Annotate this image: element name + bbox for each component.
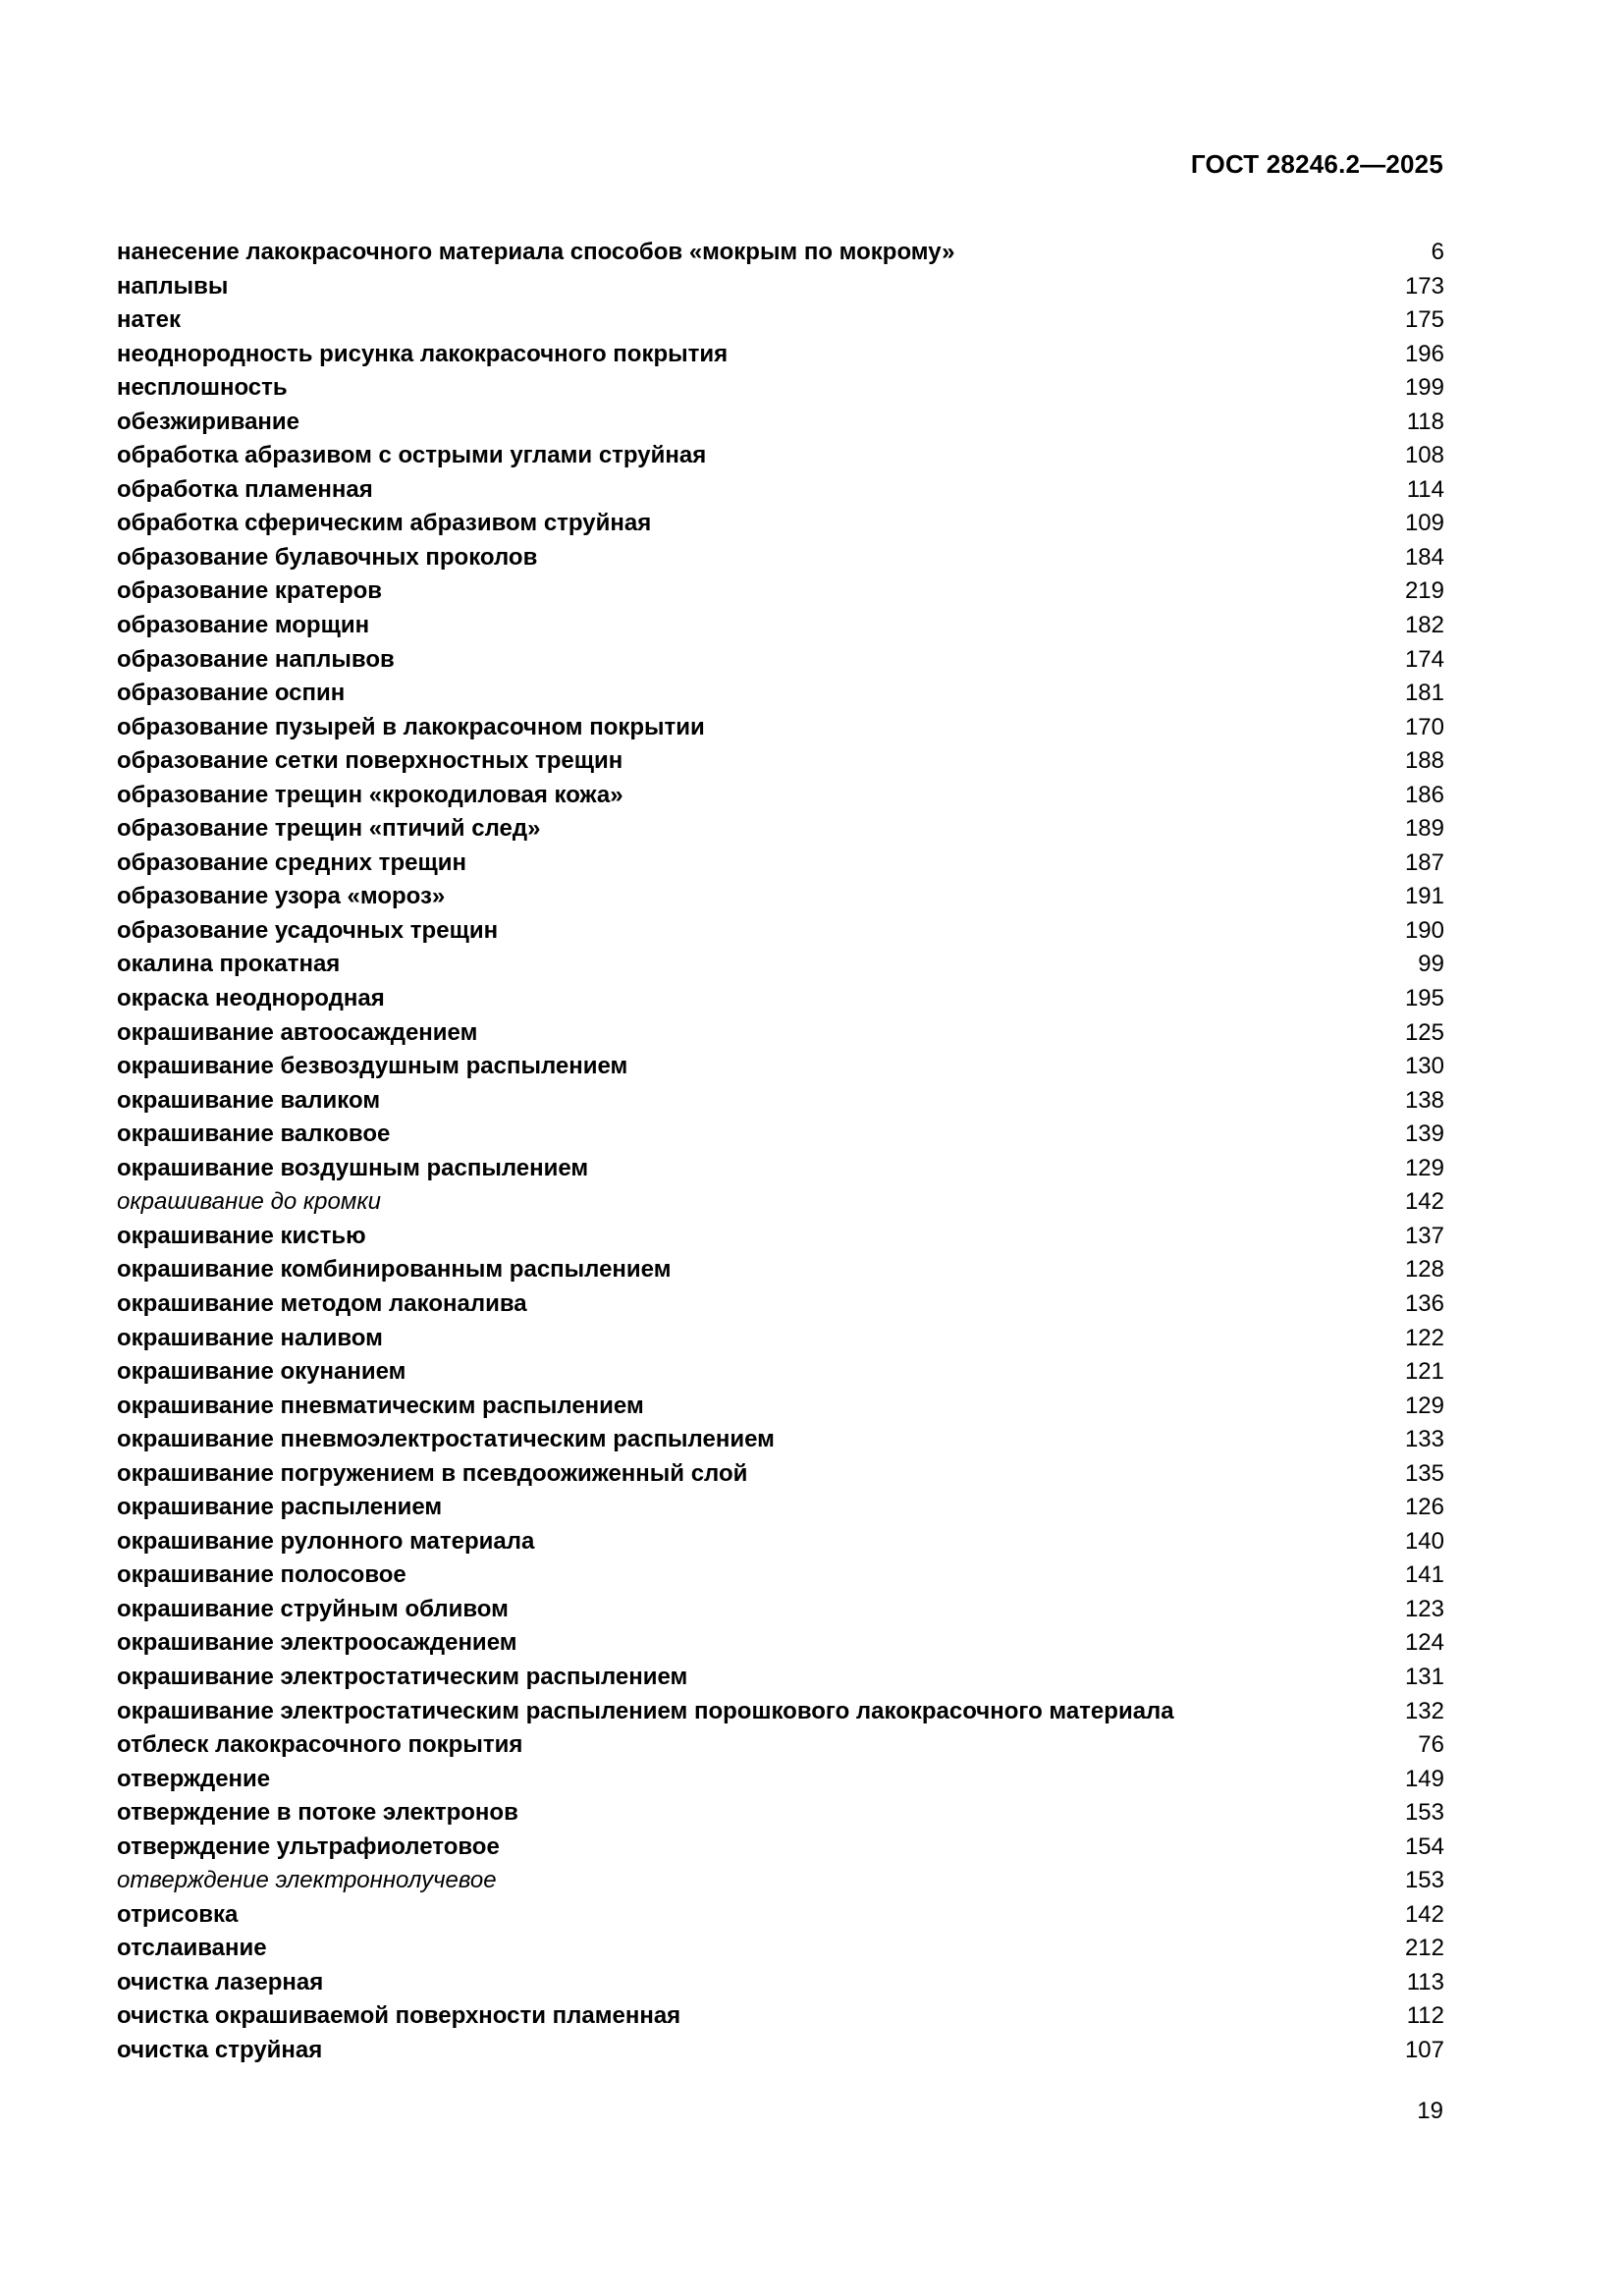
index-entry: [117, 982, 1444, 1016]
index-entry: [117, 1220, 1444, 1254]
index-page-ref: 135: [1404, 1459, 1444, 1487]
index-entry: [117, 1423, 1444, 1457]
index-entry: [117, 1152, 1444, 1186]
index-term: образование булавочных проколов: [117, 543, 538, 571]
index-page-ref: 189: [1404, 815, 1444, 843]
index-term: отверждение электроннолучевое: [117, 1867, 497, 1894]
index-page-ref: 124: [1404, 1629, 1444, 1657]
index-page-ref: 173: [1404, 272, 1444, 300]
index-page-ref: 141: [1404, 1561, 1444, 1589]
alphabetical-index: [117, 236, 1444, 2068]
index-page-ref: 184: [1404, 543, 1444, 571]
index-term: окрашивание погружением в псевдоожиженный слой: [117, 1459, 748, 1487]
index-term: образование наплывов: [117, 645, 395, 673]
index-page-ref: 123: [1404, 1595, 1444, 1622]
index-term: окрашивание валиком: [117, 1086, 381, 1114]
index-entry: [117, 677, 1444, 711]
index-entry: [117, 473, 1444, 508]
index-entry: [117, 812, 1444, 847]
index-entry: [117, 609, 1444, 643]
index-entry: [117, 1084, 1444, 1119]
index-term: образование сетки поверхностных трещин: [117, 747, 623, 775]
index-entry: [117, 1898, 1444, 1933]
index-term: окрашивание электростатическим распылением: [117, 1663, 688, 1690]
index-page-ref: 142: [1404, 1188, 1444, 1216]
index-term: окрашивание электростатическим распылением порошкового лакокрасочного материала: [117, 1697, 1174, 1724]
index-term: окрашивание пневмоэлектростатическим распылением: [117, 1426, 775, 1453]
index-entry: [117, 236, 1444, 270]
index-entry: [117, 2034, 1444, 2068]
index-entry: [117, 1999, 1444, 2034]
index-term: образование средних трещин: [117, 848, 466, 876]
index-page-ref: 108: [1404, 442, 1444, 469]
index-entry: [117, 1322, 1444, 1356]
index-entry: [117, 1626, 1444, 1661]
index-entry: [117, 711, 1444, 745]
index-page-ref: 142: [1404, 1900, 1444, 1928]
index-entry: [117, 880, 1444, 914]
index-page-ref: 182: [1404, 612, 1444, 639]
index-page-ref: 181: [1404, 680, 1444, 707]
index-term: отверждение: [117, 1765, 271, 1792]
index-entry: [117, 303, 1444, 338]
index-entry: [117, 1593, 1444, 1627]
index-entry: [117, 406, 1444, 440]
index-term: натек: [117, 306, 181, 334]
index-page-ref: 188: [1404, 747, 1444, 775]
index-term: обезжиривание: [117, 408, 300, 435]
page-number: 19: [1417, 2098, 1443, 2124]
index-page-ref: 99: [1418, 951, 1444, 978]
index-entry: [117, 1558, 1444, 1593]
index-entry: [117, 1661, 1444, 1695]
index-term: окрашивание автоосаждением: [117, 1018, 478, 1046]
index-entry: [117, 1525, 1444, 1559]
index-entry: [117, 1966, 1444, 2000]
index-entry: [117, 338, 1444, 372]
index-entry: [117, 1118, 1444, 1152]
index-term: окрашивание валковое: [117, 1121, 391, 1148]
index-page-ref: 107: [1404, 2036, 1444, 2063]
standard-designation: ГОСТ 28246.2—2025: [1190, 149, 1443, 179]
index-term: образование узора «мороз»: [117, 883, 446, 910]
index-term: окрашивание окунанием: [117, 1358, 406, 1386]
index-page-ref: 129: [1404, 1154, 1444, 1181]
index-page-ref: 186: [1404, 781, 1444, 808]
index-term: образование усадочных трещин: [117, 916, 499, 944]
index-term: окрашивание комбинированным распылением: [117, 1256, 672, 1284]
index-entry: [117, 1864, 1444, 1898]
index-entry: [117, 1390, 1444, 1424]
index-term: окрашивание рулонного материала: [117, 1527, 535, 1555]
index-entry: [117, 847, 1444, 881]
index-page-ref: 121: [1404, 1358, 1444, 1386]
index-term: окрашивание воздушным распылением: [117, 1154, 589, 1181]
index-page-ref: 6: [1431, 239, 1444, 265]
index-term: окрашивание электроосаждением: [117, 1629, 517, 1657]
index-entry: [117, 507, 1444, 541]
index-term: наплывы: [117, 272, 229, 300]
index-entry: [117, 779, 1444, 813]
index-entry: [117, 1695, 1444, 1729]
index-term: отслаивание: [117, 1935, 267, 1962]
index-page-ref: 153: [1404, 1799, 1444, 1827]
index-entry: [117, 1287, 1444, 1322]
index-entry: [117, 1831, 1444, 1865]
index-term: окрашивание безвоздушным распылением: [117, 1053, 628, 1080]
index-entry: [117, 1491, 1444, 1525]
index-page-ref: 76: [1418, 1731, 1444, 1759]
index-term: образование оспин: [117, 680, 346, 707]
index-page-ref: 122: [1404, 1324, 1444, 1351]
index-page-ref: 131: [1404, 1663, 1444, 1690]
index-page-ref: 199: [1404, 374, 1444, 402]
index-page-ref: 138: [1404, 1086, 1444, 1114]
index-entry: [117, 744, 1444, 779]
index-page-ref: 190: [1404, 916, 1444, 944]
index-page-ref: 174: [1404, 645, 1444, 673]
index-entry: [117, 270, 1444, 304]
index-page-ref: 219: [1404, 577, 1444, 605]
index-page-ref: 187: [1404, 848, 1444, 876]
index-entry: [117, 1457, 1444, 1492]
index-entry: [117, 643, 1444, 678]
index-term: образование морщин: [117, 612, 370, 639]
index-page-ref: 133: [1404, 1426, 1444, 1453]
index-term: несплошность: [117, 374, 288, 402]
index-term: нанесение лакокрасочного материала способов «мокрым по мокрому»: [117, 239, 955, 265]
index-page-ref: 132: [1404, 1697, 1444, 1724]
index-entry: [117, 914, 1444, 949]
index-term: образование трещин «птичий след»: [117, 815, 541, 843]
index-term: обработка сферическим абразивом струйная: [117, 510, 652, 537]
index-entry: [117, 371, 1444, 406]
index-term: очистка струйная: [117, 2036, 323, 2063]
index-page-ref: 149: [1404, 1765, 1444, 1792]
index-term: отверждение ультрафиолетовое: [117, 1832, 500, 1860]
index-term: образование пузырей в лакокрасочном покрытии: [117, 713, 705, 740]
index-term: окалина прокатная: [117, 951, 341, 978]
index-page-ref: 137: [1404, 1222, 1444, 1249]
index-entry: [117, 1728, 1444, 1763]
index-entry: [117, 1050, 1444, 1084]
index-term: обработка абразивом с острыми углами струйная: [117, 442, 707, 469]
index-page-ref: 196: [1404, 340, 1444, 367]
index-entry: [117, 1763, 1444, 1797]
index-page-ref: 114: [1406, 475, 1444, 503]
index-page-ref: 118: [1406, 408, 1444, 435]
index-term: отблеск лакокрасочного покрытия: [117, 1731, 523, 1759]
index-term: окрашивание полосовое: [117, 1561, 406, 1589]
index-entry: [117, 1355, 1444, 1390]
index-term: окрашивание пневматическим распылением: [117, 1392, 644, 1419]
index-page-ref: 125: [1404, 1018, 1444, 1046]
index-page-ref: 154: [1404, 1832, 1444, 1860]
index-term: окрашивание до кромки: [117, 1188, 382, 1216]
index-page-ref: 126: [1404, 1494, 1444, 1521]
index-term: неоднородность рисунка лакокрасочного покрытия: [117, 340, 729, 367]
index-entry: [117, 541, 1444, 575]
index-term: окрашивание распылением: [117, 1494, 443, 1521]
index-page-ref: 130: [1404, 1053, 1444, 1080]
index-entry: [117, 1016, 1444, 1051]
index-term: образование трещин «крокодиловая кожа»: [117, 781, 623, 808]
index-entry: [117, 948, 1444, 982]
index-term: образование кратеров: [117, 577, 383, 605]
index-page-ref: 153: [1404, 1867, 1444, 1894]
index-term: окраска неоднородная: [117, 985, 385, 1012]
index-entry: [117, 1932, 1444, 1966]
index-entry: [117, 1253, 1444, 1287]
index-page-ref: 136: [1404, 1289, 1444, 1317]
index-term: отрисовка: [117, 1900, 239, 1928]
index-page-ref: 191: [1404, 883, 1444, 910]
index-page-ref: 170: [1404, 713, 1444, 740]
index-term: обработка пламенная: [117, 475, 373, 503]
index-page-ref: 129: [1404, 1392, 1444, 1419]
index-term: окрашивание методом лаконалива: [117, 1289, 527, 1317]
index-entry: [117, 439, 1444, 473]
index-page-ref: 212: [1404, 1935, 1444, 1962]
index-term: очистка окрашиваемой поверхности пламенная: [117, 2002, 681, 2030]
index-page-ref: 109: [1404, 510, 1444, 537]
index-entry: [117, 1796, 1444, 1831]
index-page-ref: 195: [1404, 985, 1444, 1012]
index-term: окрашивание наливом: [117, 1324, 383, 1351]
index-page-ref: 128: [1404, 1256, 1444, 1284]
index-term: отверждение в потоке электронов: [117, 1799, 518, 1827]
index-term: окрашивание струйным обливом: [117, 1595, 509, 1622]
index-entry: [117, 1185, 1444, 1220]
index-term: окрашивание кистью: [117, 1222, 366, 1249]
index-entry: [117, 574, 1444, 609]
index-page-ref: 175: [1404, 306, 1444, 334]
index-page-ref: 140: [1404, 1527, 1444, 1555]
index-page-ref: 112: [1406, 2002, 1444, 2030]
index-page-ref: 139: [1404, 1121, 1444, 1148]
index-term: очистка лазерная: [117, 1968, 324, 1995]
index-page-ref: 113: [1406, 1968, 1444, 1995]
